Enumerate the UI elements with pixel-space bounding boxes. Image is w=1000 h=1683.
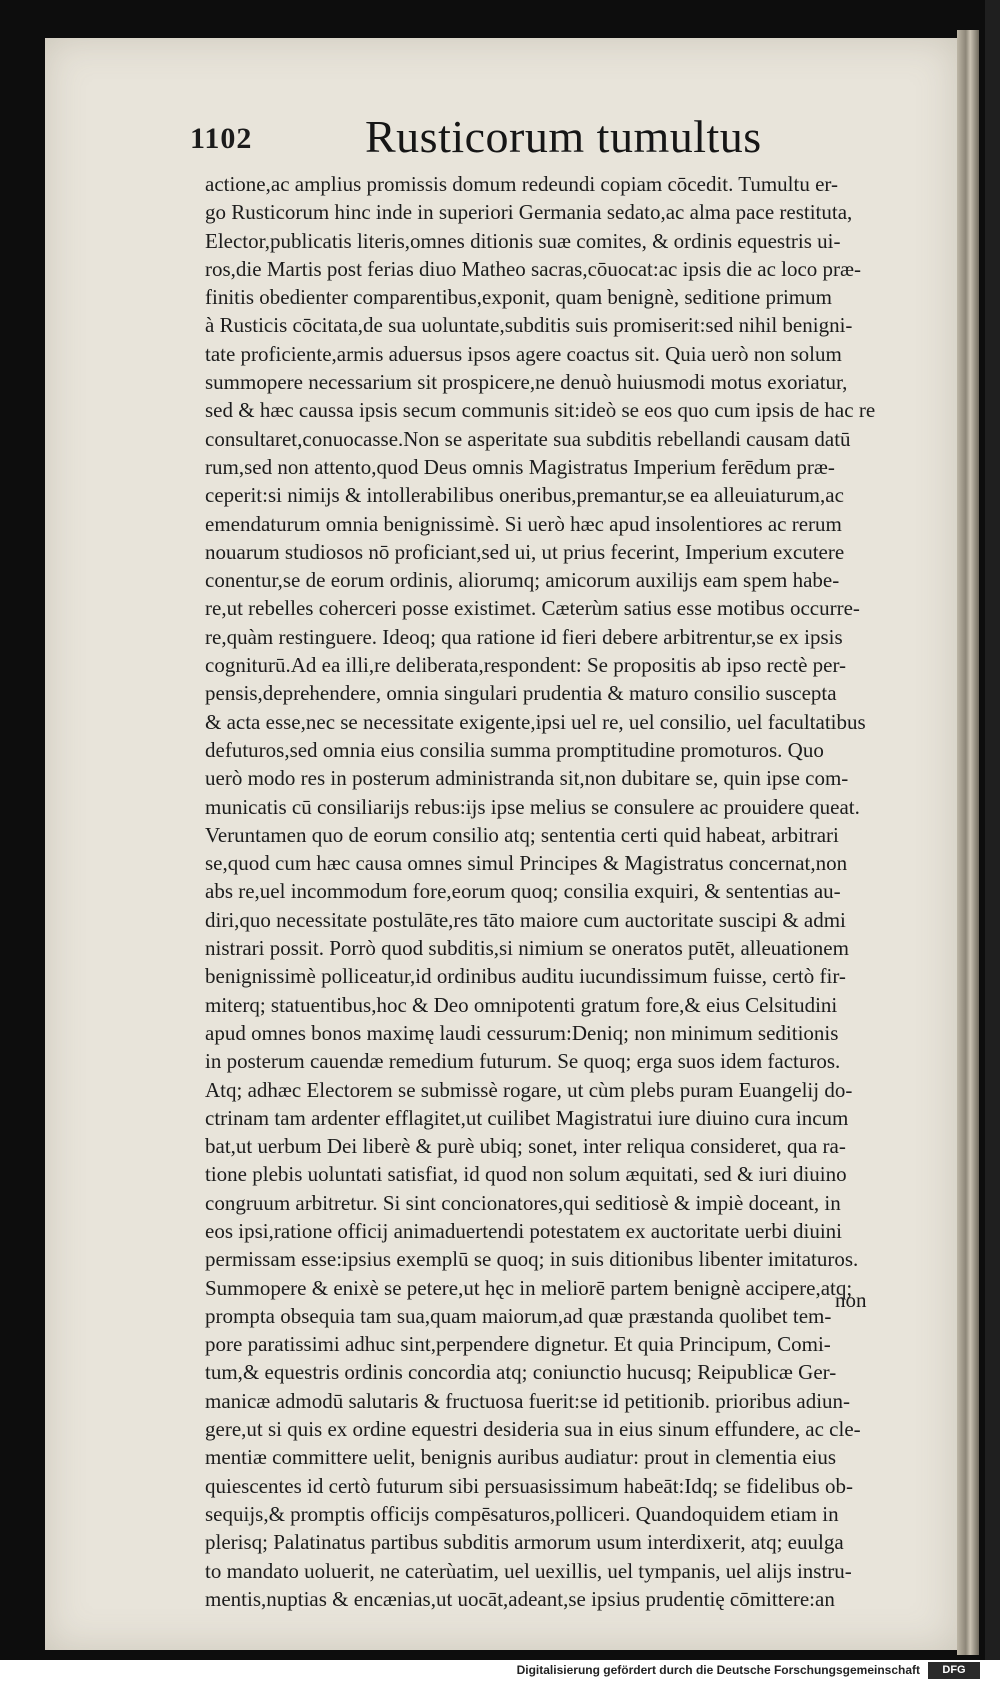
text-line: ros,die Martis post ferias diuo Matheo sacras,cōuocat:ac ipsis die ac loco præ- (205, 256, 862, 281)
text-line: prompta obsequia tam sua,quam maiorum,ad quæ præstanda quolibet tem- (205, 1303, 832, 1328)
catchword: non (835, 1288, 867, 1312)
text-line: quiescentes id certò futurum sibi persuasissimum habeāt:Idq; se fidelibus ob- (205, 1473, 853, 1498)
text-line: rum,sed non attento,quod Deus omnis Magistratus Imperium ferēdum præ- (205, 454, 835, 479)
text-line: mentis,nuptias & encænias,ut uocāt,adeant,se ipsius prudentię cōmittere:an (205, 1586, 835, 1611)
text-line: Veruntamen quo de eorum consilio atq; sententia certi quid habeat, arbitrari (205, 822, 839, 847)
text-line: actione,ac amplius promissis domum redeundi copiam cōcedit. Tumultu er- (205, 172, 838, 196)
text-line: mentiæ committere uelit, benignis auribus audiatur: prout in clementia eius (205, 1445, 837, 1470)
text-line: tum,& equestris ordinis concordia atq; coniunctio hucusq; Reipublicæ Ger- (205, 1360, 837, 1385)
text-line: uerò modo res in posterum administranda sit,non dubitare se, quin ipse com- (205, 766, 849, 791)
text-line: se,quod cum hæc causa omnes simul Principes & Magistratus concernat,non (205, 851, 848, 876)
text-line: sequijs,& promptis officijs compēsaturos,polliceri. Quandoquidem etiam in (205, 1501, 839, 1526)
text-line: in posterum cauendæ remedium futurum. Se quoq; erga suos idem facturos. (205, 1049, 841, 1074)
text-line: emendaturum omnia benignissimè. Si uerò hæc apud insolentiores ac rerum (205, 511, 842, 536)
footer-credit: Digitalisierung gefördert durch die Deutsche Forschungsgemeinschaft (516, 1663, 920, 1677)
text-line: benignissimè polliceatur,id ordinibus auditu iucundissimum fuisse, certò fir- (205, 964, 846, 989)
body-text (205, 170, 885, 1613)
text-line: bat,ut uerbum Dei liberè & purè ubiq; sonet, inter reliqua consideret, qua ra- (205, 1134, 846, 1159)
text-line: cogniturū.Ad ea illi,re deliberata,respondent: Se propositis ab ipso rectè per- (205, 653, 847, 678)
text-line: re,ut rebelles coherceri posse existimet. Cæterùm satius esse motibus occurre- (205, 596, 860, 621)
text-line: congruum arbitretur. Si sint concionatores,qui seditiosè & impiè doceant, in (205, 1190, 841, 1215)
text-line: nistrari possit. Porrò quod subditis,si nimium se oneratos putēt, alleuationem (205, 936, 849, 961)
text-line: nouarum studiosos nō proficiant,sed ui, ut prius fecerint, Imperium excutere (205, 539, 845, 564)
text-line: permissam esse:ipsius exemplū se quoq; in suis ditionibus libenter imitaturos. (205, 1247, 859, 1272)
text-line: Summopere & enixè se petere,ut hęc in meliorē partem benignè accipere,atq; (205, 1275, 853, 1300)
text-line: ceperit:si nimijs & intollerabilibus oneribus,premantur,se ea alleuiaturum,ac (205, 483, 844, 508)
text-line: defuturos,sed omnia eius consilia summa promptitudine promoturos. Quo (205, 737, 824, 762)
text-line: manicæ admodū salutaris & fructuosa fuerit:se id petitionib. prioribus adiun- (205, 1388, 851, 1413)
text-line: summopere necessarium sit prospicere,ne denuò huiusmodi motus exoriatur, (205, 370, 848, 395)
text-line: tate proficiente,armis aduersus ipsos agere coactus sit. Quia uerò non solum (205, 341, 842, 366)
text-line: apud omnes bonos maximę laudi cessurum:Deniq; non minimum seditionis (205, 1020, 839, 1045)
text-line: pore paratissimi adhuc sint,perpendere dignetur. Et quia Principum, Comi- (205, 1332, 831, 1357)
text-line: gere,ut si quis ex ordine equestri desideria sua in eius sinum effundere, ac cle- (205, 1417, 861, 1442)
text-line: pensis,deprehendere, omnia singulari prudentia & maturo consilio suscepta (205, 681, 837, 706)
text-line: consultaret,conuocasse.Non se asperitate sua subditis rebellandi causam datū (205, 426, 851, 451)
text-line: conentur,se de eorum ordinis, aliorumq; amicorum auxilijs eam spem habe- (205, 568, 840, 593)
text-line: & acta esse,nec se necessitate exigente,ipsi uel re, uel consilio, uel facultatibus (205, 709, 866, 734)
page-number: 1102 (190, 122, 253, 155)
text-line: municatis cū consiliarijs rebus:ijs ipse melius se consulere ac prouidere queat. (205, 794, 860, 819)
text-line: miterq; statuentibus,hoc & Deo omnipotenti gratum fore,& eius Celsitudini (205, 992, 838, 1017)
text-line: Atq; adhæc Electorem se submissè rogare, ut cùm plebs puram Euangelij do- (205, 1077, 853, 1102)
text-line: go Rusticorum hinc inde in superiori Germania sedato,ac alma pace restituta, (205, 200, 853, 225)
page-header (190, 110, 940, 170)
text-line: Elector,publicatis literis,omnes ditionis suæ comites, & ordinis equestris ui- (205, 228, 841, 253)
text-line: plerisq; Palatinatus partibus subditis armorum usum interdixerit, atq; euulga (205, 1530, 844, 1555)
text-line: à Rusticis cōcitata,de sua uoluntate,subditis suis promiserit:sed nihil benigni- (205, 313, 853, 338)
text-line: ctrinam tam ardenter efflagitet,ut cuilibet Magistratui iure diuino cura incum (205, 1105, 849, 1130)
text-line: tione plebis uoluntati satisfiat, id quod non solum æquitati, sed & iuri diuino (205, 1162, 847, 1187)
text-line: abs re,uel incommodum fore,eorum quoq; consilia exquiri, & sententias au- (205, 879, 841, 904)
scan-border (985, 0, 1000, 1660)
running-title: Rusticorum tumultus (365, 111, 762, 162)
text-line: eos ipsi,ratione officij animaduertendi potestatem ex auctoritate uerbi diuini (205, 1218, 842, 1243)
text-line: finitis obedienter comparentibus,exponit, quam benignè, seditione primum (205, 285, 832, 310)
text-line: re,quàm restinguere. Ideoq; qua ratione id fieri debere arbitrentur,se ex ipsis (205, 624, 843, 649)
footer-bar (0, 1660, 1000, 1683)
dfg-logo: DFG (928, 1662, 980, 1679)
page-edge (957, 30, 979, 1655)
text-line: to mandato uoluerit, ne caterùatim, uel uexillis, uel tympanis, uel alijs instru- (205, 1558, 852, 1583)
text-line: sed & hæc caussa ipsis secum communis sit:ideò se eos quo cum ipsis de hac re (205, 398, 876, 423)
text-line: diri,quo necessitate postulāte,res tāto maiore cum auctoritate suscipi & admi (205, 907, 846, 932)
